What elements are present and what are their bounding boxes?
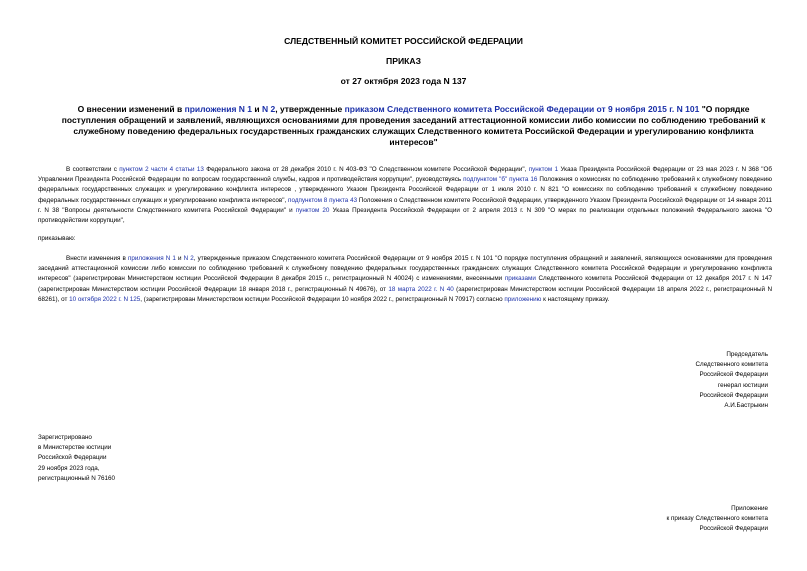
order-word: приказываю: [38, 235, 76, 242]
order-text: , утвержденные приказом Следственного комитета Российской Федерации от 9 ноября 2015 г. N 101 "О порядке поступления обращений и заявлений, являющихся основаниями для проведения заседаний аттестационной комиссии либо комиссии по соблюдению требований к служебному поведению федеральных государственных гражданских служащих Следственного комитета Российской Федерации и урегулированию конфликта интересов" (зарегистрирован Министерством юстиции Российской Федерации 8 декабря 2015 г., регистрационный N 40024) с изменениями, внесенными [38, 255, 772, 283]
signature-block [568, 350, 768, 411]
order-text: , (зарегистрирован Министерством юстиции Российской Федерации 10 ноября 2022 г., регистрационный N 70917) согласно [140, 295, 505, 303]
signature-line: Следственного комитета [695, 361, 768, 369]
order-link-order-40[interactable]: 18 марта 2022 г. N 40 [388, 285, 454, 293]
preamble-text: Положения о комиссиях по соблюдению требований к служебному поведению федеральных государственных служащих и урегулированию конфликта интересов , утвержденного Указом Президента Российской Федерации от 1 июля 2010 г. N 821 "О комиссиях по соблюдению требований к служебному поведению федеральных государственных служащих и урегулированию конфликта интересов", [38, 176, 772, 204]
title-link-appendix-1[interactable]: приложения N 1 [184, 104, 253, 114]
order-text: Следственного комитета Российской Федерации от 12 декабря 2017 г. N 147 (зарегистрирован Министерством юстиции Российской Федерации 18 января 2018 г., регистрационный N 49676), от [38, 275, 773, 293]
order-link-appendix-1[interactable]: приложения N 1 [127, 255, 176, 262]
order-paragraph [38, 254, 772, 305]
appendix-line: к приказу Следственного комитета [666, 515, 768, 523]
title-text: О внесении изменений в [77, 104, 185, 114]
preamble-text: Указа Президента Российской Федерации от 2 апреля 2013 г. N 309 "О мерах по реализации отдельных положений Федерального закона "О противодействии коррупции", [38, 206, 772, 225]
signature-line: Председатель [726, 351, 768, 358]
title-text: и [252, 104, 262, 114]
registration-block [38, 433, 238, 484]
registration-line: Российской Федерации [38, 454, 107, 462]
preamble-paragraph [38, 165, 772, 226]
signature-line: А.И.Бастрыкин [724, 402, 768, 410]
title-link-appendix-2[interactable]: N 2 [261, 104, 276, 114]
appendix-line: Приложение [731, 505, 768, 512]
preamble-link-3[interactable]: подпунктом "б" пункта 16 [463, 176, 538, 184]
signature-line: Российской Федерации [699, 371, 768, 379]
date-number: от 27 октября 2023 года N 137 [340, 76, 467, 86]
org-name: СЛЕДСТВЕННЫЙ КОМИТЕТ РОССИЙСКОЙ ФЕДЕРАЦИИ [284, 36, 523, 46]
title-text: "О порядке поступления обращений и заявлений, являющихся основаниями для проведения заседаний аттестационной комиссии либо комиссии по соблюдению требований к служебному поведению федеральных государственных гражданских служащих Следственного комитета Российской Федерации и урегулированию конфликта интересов" [61, 104, 766, 147]
preamble-text: Положения о Следственном комитете Российской Федерации, утвержденного Указом Президента Российской Федерации от 14 января 2011 г. N 38 "Вопросы деятельности Следственного комитета Российской Федерации" и [38, 196, 772, 214]
order-link-appendix-2[interactable]: N 2 [183, 255, 194, 262]
title-text: , утвержденные [275, 104, 345, 114]
order-link-appendix[interactable]: приложению [504, 295, 542, 303]
signature-line: Российской Федерации [699, 391, 768, 399]
doc-type: ПРИКАЗ [386, 56, 421, 66]
order-text: и [175, 255, 184, 262]
appendix-block [568, 504, 768, 535]
document-title [58, 104, 769, 148]
order-text: к настоящему приказу. [541, 295, 610, 303]
preamble-text: Указа Президента Российской Федерации от 23 мая 2023 г. N 368 "Об Управлении Президента Российской Федерации по вопросам государственной службы, кадров и противодействия коррупции", руководствуясь [38, 166, 773, 184]
preamble-link-2[interactable]: пунктом 1 [528, 166, 559, 173]
registration-line: 29 ноября 2023 года, [38, 464, 100, 472]
registration-line: Зарегистрировано [38, 434, 92, 441]
appendix-line: Российской Федерации [699, 525, 768, 533]
order-link-orders[interactable]: приказами [504, 275, 536, 283]
registration-line: в Министерстве юстиции [38, 444, 112, 452]
registration-line: регистрационный N 76160 [38, 474, 116, 482]
preamble-text: В соответствии с [66, 166, 120, 173]
preamble-link-4[interactable]: подпунктом 8 пункта 43 [288, 196, 358, 204]
order-text: Внести изменения в [66, 255, 128, 262]
preamble-link-5[interactable]: пунктом 20 [295, 206, 330, 214]
title-link-order-101[interactable]: приказом Следственного комитета Российской Федерации от 9 ноября 2015 г. N 101 [344, 104, 700, 114]
signature-line: генерал юстиции [718, 381, 768, 389]
preamble-link-1[interactable]: пунктом 2 части 4 статьи 13 [119, 166, 204, 173]
preamble-text: Федерального закона от 28 декабря 2010 г. N 403-ФЗ "О Следственном комитете Российской Федерации", [203, 166, 529, 173]
order-text: (зарегистрирован Министерством юстиции Российской Федерации 18 апреля 2022 г., регистрационный N 68261), от [38, 285, 772, 303]
order-link-order-125[interactable]: 10 октября 2022 г. N 125 [69, 295, 141, 303]
